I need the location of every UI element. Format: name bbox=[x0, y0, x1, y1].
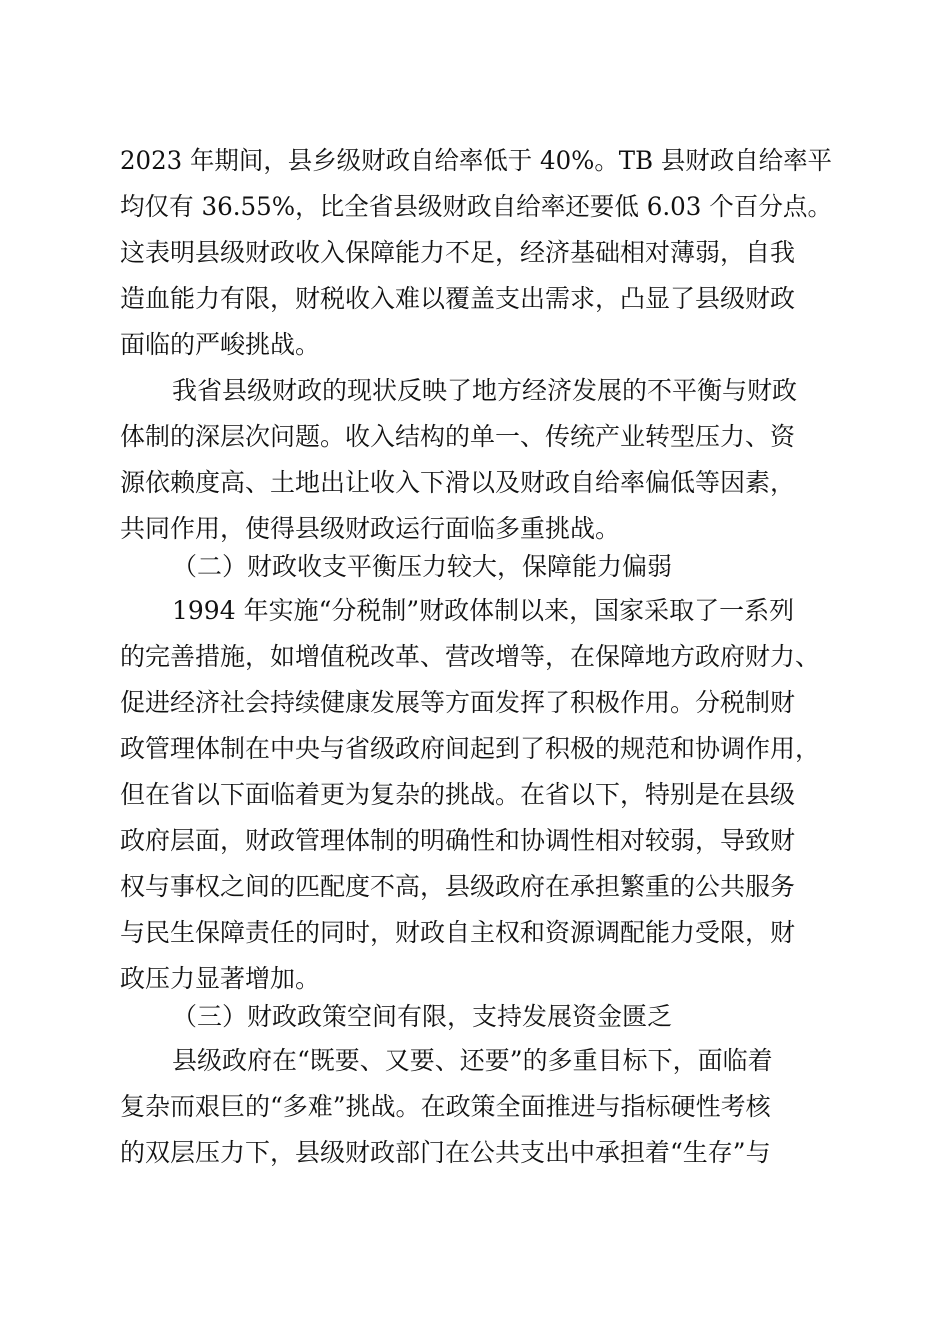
section-heading-text: （三）财政政策空间有限，支持发展资金匮乏 bbox=[172, 1002, 673, 1031]
text-line bbox=[0, 1092, 950, 1122]
text-line bbox=[0, 330, 950, 360]
text-line bbox=[0, 734, 950, 764]
text-line bbox=[0, 376, 950, 406]
text-line-content: 共同作用，使得县级财政运行面临多重挑战。 bbox=[120, 514, 621, 543]
text-line bbox=[0, 918, 950, 948]
text-line-content: 县级政府在“既要、又要、还要”的多重目标下，面临着 bbox=[172, 1046, 773, 1075]
section-heading bbox=[0, 552, 950, 582]
text-line bbox=[0, 826, 950, 856]
text-line-content: 造血能力有限，财税收入难以覆盖支出需求，凸显了县级财政 bbox=[120, 284, 796, 313]
text-line bbox=[0, 422, 950, 452]
text-line bbox=[0, 1138, 950, 1168]
section-heading-text: （二）财政收支平衡压力较大，保障能力偏弱 bbox=[172, 552, 673, 581]
text-line-content: 但在省以下面临着更为复杂的挑战。在省以下，特别是在县级 bbox=[120, 780, 796, 809]
text-line-content: 1994 年实施“分税制”财政体制以来，国家采取了一系列 bbox=[172, 596, 795, 625]
section-heading bbox=[0, 1002, 950, 1032]
text-line bbox=[0, 964, 950, 994]
text-line-content: 复杂而艰巨的“多难”挑战。在政策全面推进与指标硬性考核 bbox=[120, 1092, 771, 1121]
text-line-content: 的完善措施，如增值税改革、营改增等，在保障地方政府财力、 bbox=[120, 642, 821, 671]
text-line-content: 均仅有 36.55%，比全省县级财政自给率还要低 6.03 个百分点。 bbox=[120, 192, 833, 221]
text-line bbox=[0, 146, 950, 176]
text-line-content: 面临的严峻挑战。 bbox=[120, 330, 321, 359]
text-line-content: 体制的深层次问题。收入结构的单一、传统产业转型压力、资 bbox=[120, 422, 796, 451]
text-line-content: 权与事权之间的匹配度不高，县级政府在承担繁重的公共服务 bbox=[120, 872, 796, 901]
text-line bbox=[0, 192, 950, 222]
text-line-content: 政管理体制在中央与省级政府间起到了积极的规范和协调作用， bbox=[120, 734, 821, 763]
text-line bbox=[0, 596, 950, 626]
text-line-content: 我省县级财政的现状反映了地方经济发展的不平衡与财政 bbox=[172, 376, 798, 405]
text-line-content: 源依赖度高、土地出让收入下滑以及财政自给率偏低等因素， bbox=[120, 468, 796, 497]
text-line-content: 这表明县级财政收入保障能力不足，经济基础相对薄弱，自我 bbox=[120, 238, 796, 267]
text-line bbox=[0, 468, 950, 498]
text-line bbox=[0, 238, 950, 268]
text-line-content: 与民生保障责任的同时，财政自主权和资源调配能力受限，财 bbox=[120, 918, 796, 947]
text-line bbox=[0, 1046, 950, 1076]
text-line-content: 政府层面，财政管理体制的明确性和协调性相对较弱，导致财 bbox=[120, 826, 796, 855]
text-line bbox=[0, 872, 950, 902]
text-line bbox=[0, 284, 950, 314]
text-line-content: 政压力显著增加。 bbox=[120, 964, 321, 993]
text-line bbox=[0, 688, 950, 718]
text-line bbox=[0, 780, 950, 810]
text-line bbox=[0, 642, 950, 672]
text-line-content: 2023 年期间，县乡级财政自给率低于 40%。TB 县财政自给率平 bbox=[120, 146, 832, 175]
text-line bbox=[0, 514, 950, 544]
text-line-content: 的双层压力下，县级财政部门在公共支出中承担着“生存”与 bbox=[120, 1138, 771, 1167]
text-line-content: 促进经济社会持续健康发展等方面发挥了积极作用。分税制财 bbox=[120, 688, 796, 717]
